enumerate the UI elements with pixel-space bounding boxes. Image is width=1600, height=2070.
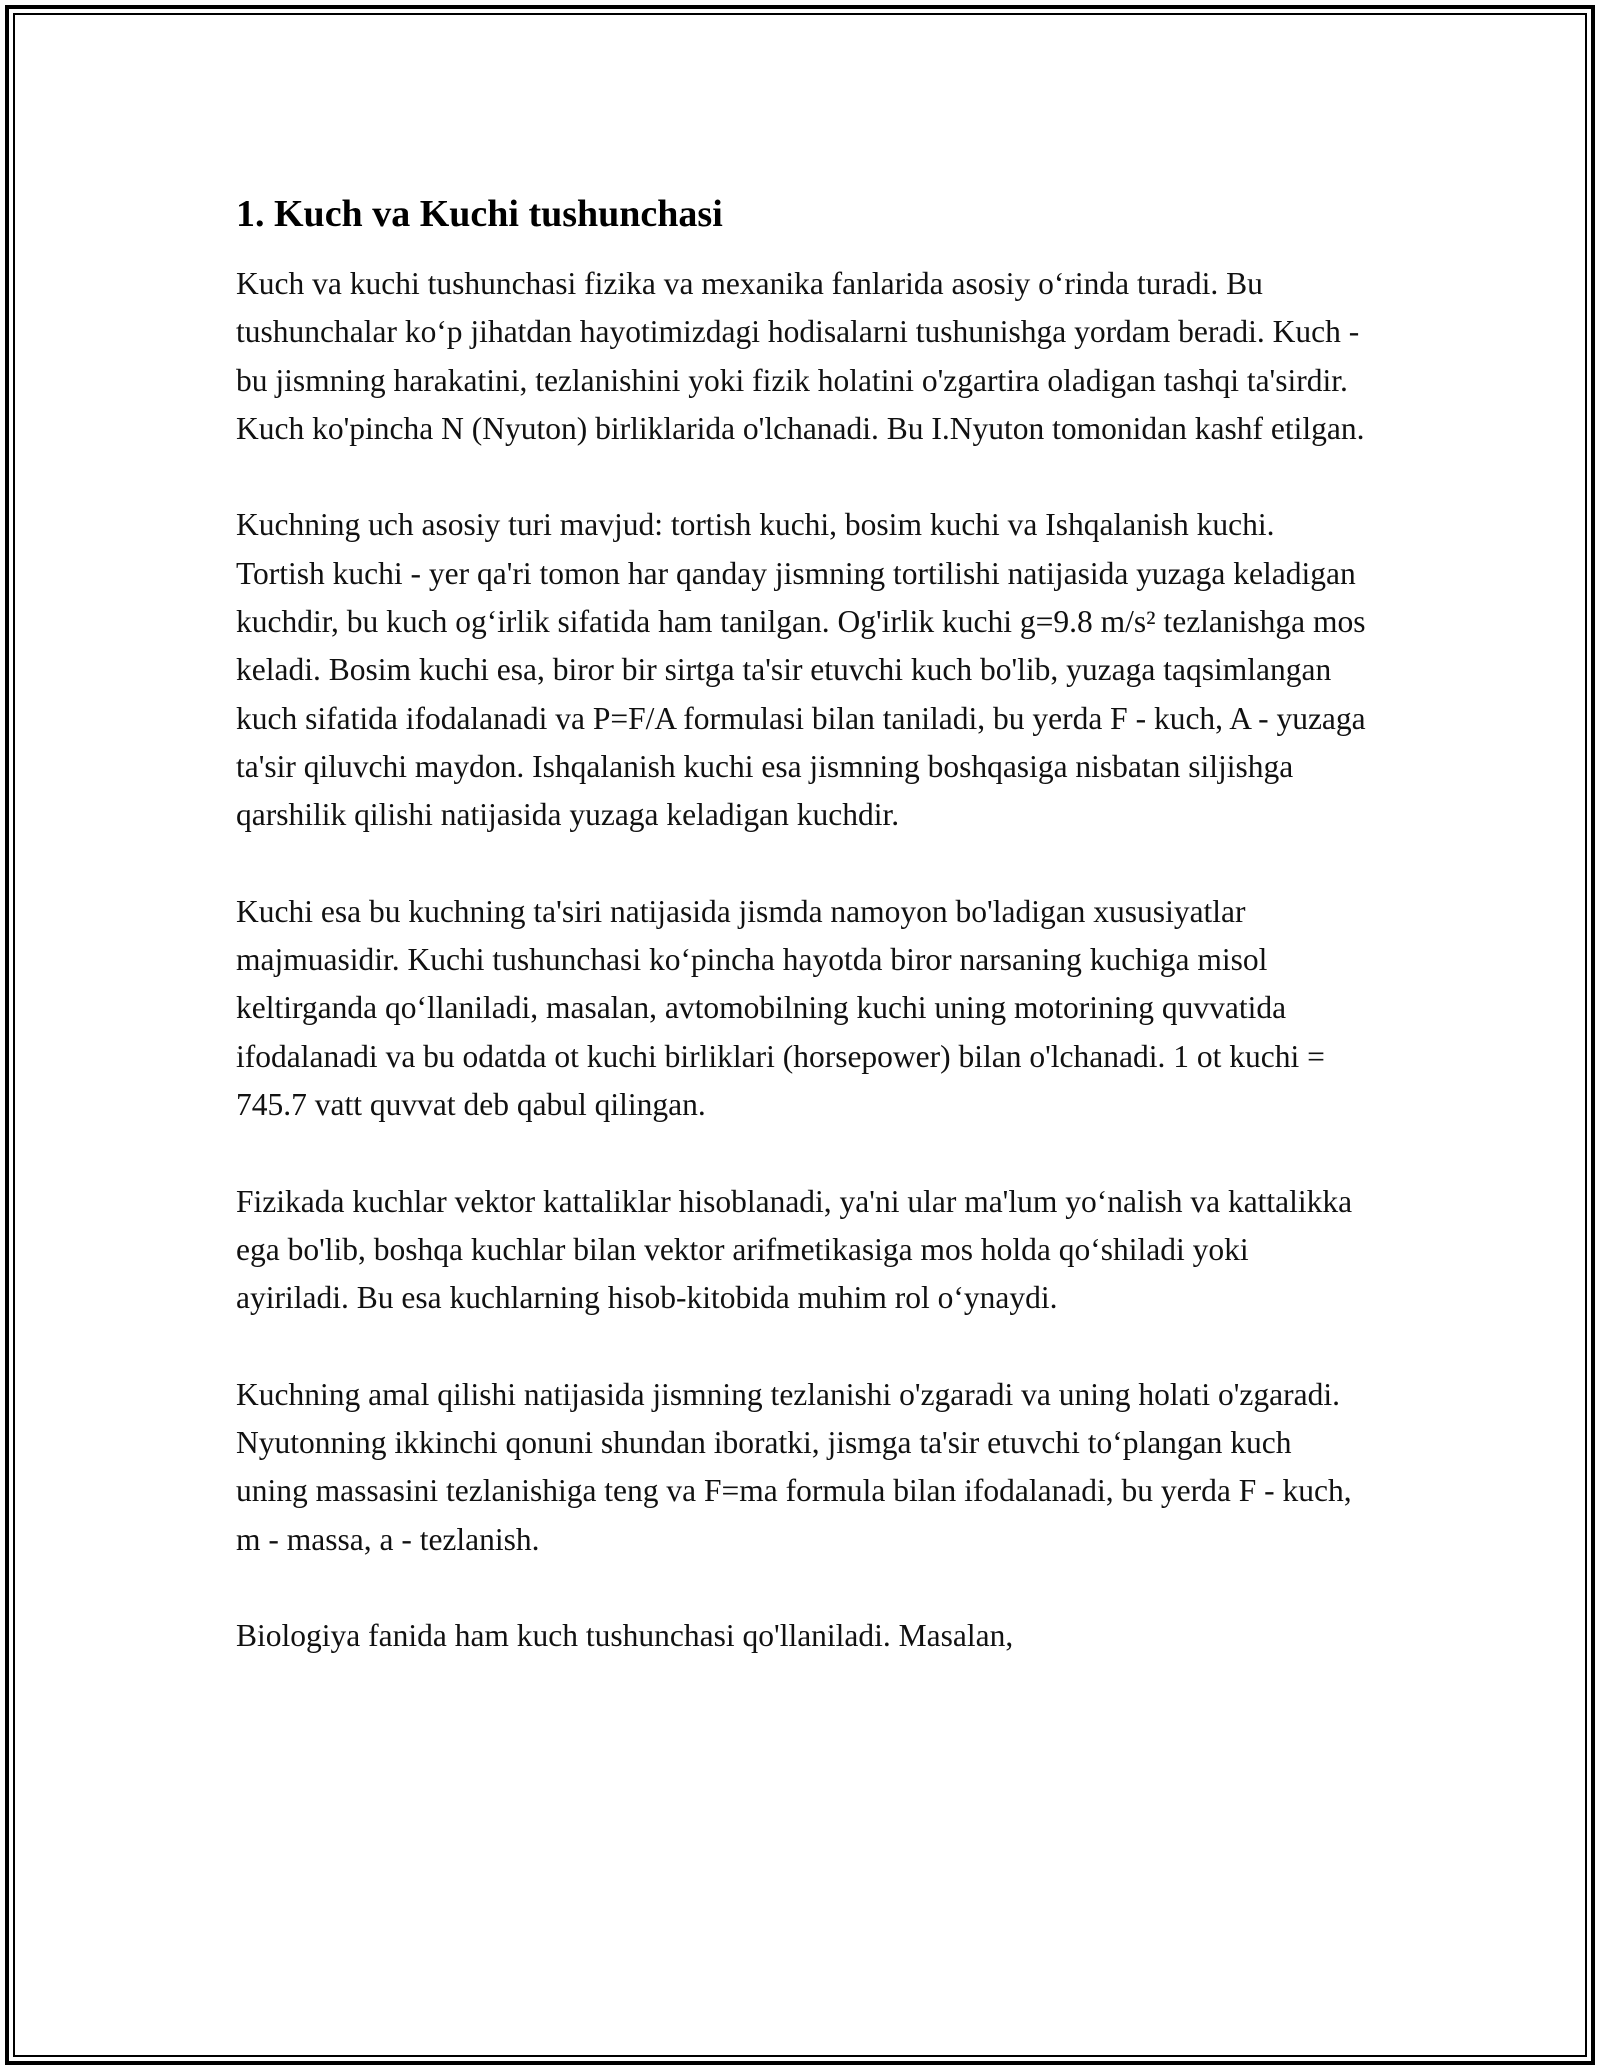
paragraph-power: Kuchi esa bu kuchning ta'siri natijasida jismda namoyon bo'ladigan xususiyatlar majmuasidir. Kuchi tushunchasi ko‘pincha hayotda biror narsaning kuchiga misol keltirganda qo‘llaniladi, masalan, avtomobilning kuchi uning motorining quvvatida ifodalanadi va bu odatda ot kuchi birliklari (horsepower) bilan o'lchanadi. 1 ot kuchi = 745.7 vatt quvvat deb qabul qilingan. [236, 893, 1325, 1123]
document-body [236, 190, 1366, 1709]
paragraph-force-types: Kuchning uch asosiy turi mavjud: tortish kuchi, bosim kuchi va Ishqalanish kuchi. Tortish kuchi - yer qa'ri tomon har qanday jismning tortilishi natijasida yuzaga keladigan kuchdir, bu kuch og‘irlik sifatida ham tanilgan. Og'irlik kuchi g=9.8 m/s² tezlanishga mos keladi. Bosim kuchi esa, biror bir sirtga ta'sir etuvchi kuch bo'lib, yuzaga taqsimlangan kuch sifatida ifodalanadi va P=F/A formulasi bilan taniladi, bu yerda F - kuch, A - yuzaga ta'sir qiluvchi maydon. Ishqalanish kuchi esa jismning boshqasiga nisbatan siljishga qarshilik qilishi natijasida yuzaga keladigan kuchdir. [236, 507, 1366, 833]
paragraph-newton-second-law: Kuchning amal qilishi natijasida jismning tezlanishi o'zgaradi va uning holati o'zgaradi. Nyutonning ikkinchi qonuni shundan iboratki, jismga ta'sir etuvchi to‘plangan kuch uning massasini tezlanishiga teng va F=ma formula bilan ifodalanadi, bu yerda F - kuch, m - massa, a - tezlanish. [236, 1376, 1352, 1557]
paragraph-vectors: Fizikada kuchlar vektor kattaliklar hisoblanadi, ya'ni ular ma'lum yo‘nalish va kattalikka ega bo'lib, boshqa kuchlar bilan vektor arifmetikasiga mos holda qo‘shiladi yoki ayiriladi. Bu esa kuchlarning hisob-kitobida muhim rol o‘ynaydi. [236, 1183, 1353, 1316]
section-heading: 1. Kuch va Kuchi tushunchasi [236, 193, 723, 235]
paragraph-intro: Kuch va kuchi tushunchasi fizika va mexanika fanlarida asosiy o‘rinda turadi. Bu tushunchalar ko‘p jihatdan hayotimizdagi hodisalarni tushunishga yordam beradi. Kuch - bu jismning harakatini, tezlanishini yoki fizik holatini o'zgartira oladigan tashqi ta'sirdir. Kuch ko'pincha N (Nyuton) birliklarida o'lchanadi. Bu I.Nyuton tomonidan kashf etilgan. [236, 266, 1365, 446]
paragraph-biology: Biologiya fanida ham kuch tushunchasi qo'llaniladi. Masalan, [236, 1618, 1014, 1654]
